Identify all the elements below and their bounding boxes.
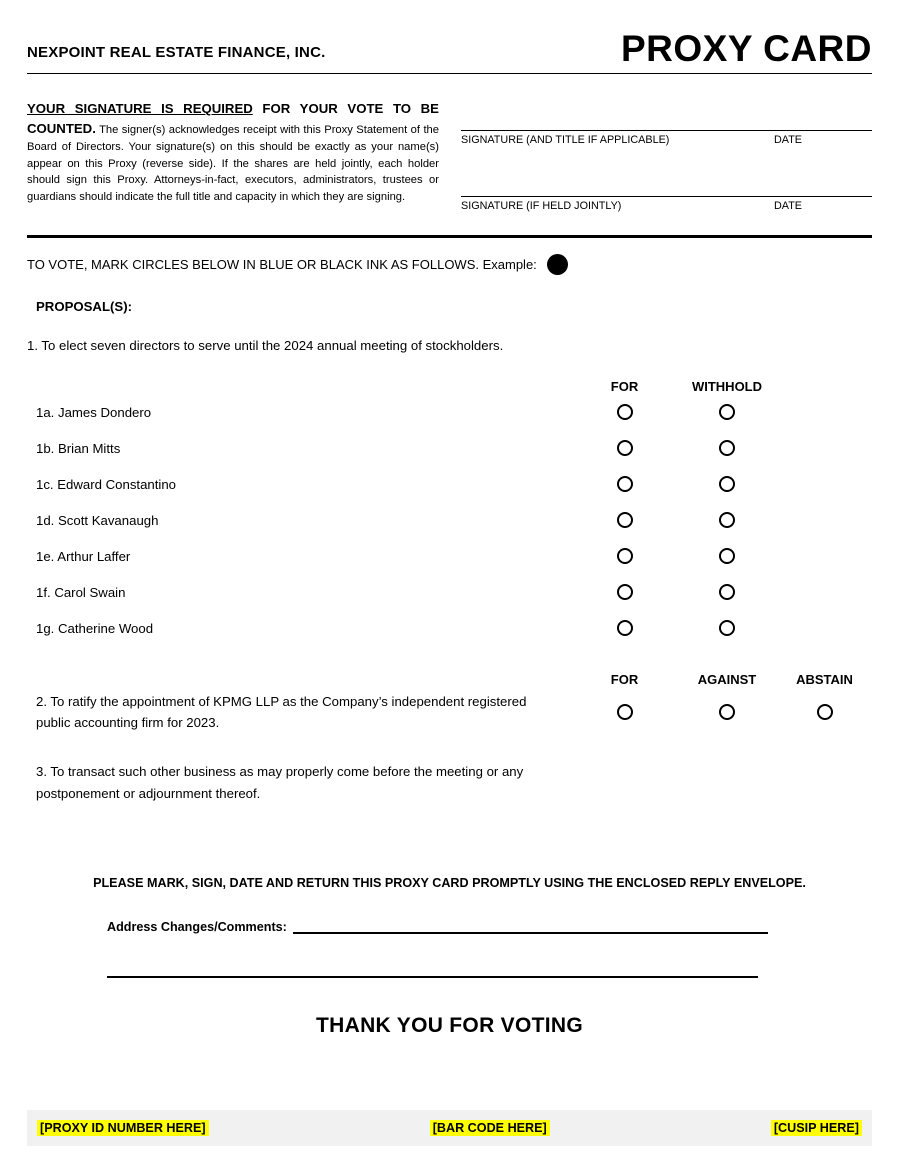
proposals-heading: PROPOSAL(S): — [36, 299, 132, 315]
section-divider — [27, 235, 872, 238]
proposal1-column-headers — [27, 379, 872, 394]
signature-section — [27, 88, 872, 217]
nominee-row — [27, 466, 872, 502]
company-name: NEXPOINT REAL ESTATE FINANCE, INC. — [27, 44, 326, 61]
signature-input-line-1[interactable] — [461, 116, 872, 131]
signature-required-heading-rest: FOR YOUR VOTE TO BE COUNTED. — [27, 101, 439, 136]
vote-circle-1e-for[interactable] — [617, 548, 633, 564]
vote-instruction-text: TO VOTE, MARK CIRCLES BELOW IN BLUE OR BLACK INK AS FOLLOWS. Example: — [27, 257, 537, 273]
signature-labels-2 — [461, 200, 872, 212]
vote-circle-1a-for[interactable] — [617, 404, 633, 420]
address-input-line-1[interactable] — [293, 918, 768, 934]
vote-circle-1g-for[interactable] — [617, 620, 633, 636]
vote-circle-1c-withhold[interactable] — [719, 476, 735, 492]
vote-circle-1d-for[interactable] — [617, 512, 633, 528]
proposal2-row — [27, 691, 872, 733]
address-changes-row — [107, 918, 768, 934]
nominee-row — [27, 502, 872, 538]
vote-circle-1d-withhold[interactable] — [719, 512, 735, 528]
page-title: PROXY CARD — [620, 28, 872, 69]
column-header-for: FOR — [610, 379, 639, 395]
signature-labels-1 — [461, 134, 872, 146]
bar-code-placeholder: [BAR CODE HERE] — [430, 1120, 550, 1136]
column-header-for-2: FOR — [610, 672, 639, 688]
nominee-label-1a: 1a. James Dondero — [36, 404, 152, 420]
vote-circle-1c-for[interactable] — [617, 476, 633, 492]
vote-circle-1f-withhold[interactable] — [719, 584, 735, 600]
vote-circle-2-for[interactable] — [617, 704, 633, 720]
nominee-label-1f: 1f. Carol Swain — [36, 584, 126, 600]
nominee-label-1c: 1c. Edward Constantino — [36, 476, 177, 492]
nominee-row — [27, 394, 872, 430]
signature-block-1 — [461, 116, 872, 146]
column-header-against: AGAINST — [697, 672, 757, 688]
nominee-label-1e: 1e. Arthur Laffer — [36, 548, 131, 564]
nominee-label-1g: 1g. Catherine Wood — [36, 620, 154, 636]
date-label-1: DATE — [774, 134, 802, 146]
nominee-label-1d: 1d. Scott Kavanaugh — [36, 512, 159, 528]
nominee-row — [27, 610, 872, 646]
proxy-id-placeholder: [PROXY ID NUMBER HERE] — [37, 1120, 209, 1136]
column-header-withhold: WITHHOLD — [691, 379, 763, 395]
signature-lines — [461, 88, 872, 217]
thank-you-message: THANK YOU FOR VOTING — [316, 1013, 583, 1037]
column-header-abstain: ABSTAIN — [796, 672, 853, 688]
proposal2-column-headers — [27, 672, 872, 687]
vote-circle-1e-withhold[interactable] — [719, 548, 735, 564]
vote-circle-1f-for[interactable] — [617, 584, 633, 600]
bottom-placeholder-bar — [27, 1110, 872, 1146]
signature-block-2 — [461, 182, 872, 212]
vote-circle-1a-withhold[interactable] — [719, 404, 735, 420]
nominee-row — [27, 430, 872, 466]
signature-required-heading: YOUR SIGNATURE IS REQUIRED — [27, 101, 253, 117]
nominee-row — [27, 574, 872, 610]
signature-label-2: SIGNATURE (IF HELD JOINTLY) — [461, 200, 622, 212]
address-input-line-2[interactable] — [107, 962, 758, 978]
vote-circle-1b-for[interactable] — [617, 440, 633, 456]
proposal3-text: 3. To transact such other business as may properly come before the meeting or any postponement or adjournment thereof. — [36, 764, 524, 801]
address-changes-label: Address Changes/Comments: — [107, 919, 287, 934]
cusip-placeholder: [CUSIP HERE] — [771, 1120, 862, 1136]
proposal2-text: 2. To ratify the appointment of KPMG LLP as the Company’s independent registered public accounting firm for 2023. — [36, 694, 527, 731]
vote-circle-2-against[interactable] — [719, 704, 735, 720]
vote-circle-2-abstain[interactable] — [817, 704, 833, 720]
date-label-2: DATE — [774, 200, 802, 212]
signature-input-line-2[interactable] — [461, 182, 872, 197]
signature-instructions-body: The signer(s) acknowledges receipt with this Proxy Statement of the Board of Directors. Your signature(s) on this should be exactly as your name(s) appear on this Proxy (reverse side). If the shares are held jointly, each holder should sign this Proxy. Attorneys-in-fact, executors, administrators, trustees or guardians should indicate the full title and capacity in which they are signing. — [27, 123, 439, 204]
signature-instructions — [27, 99, 439, 206]
vote-instruction — [27, 254, 872, 275]
example-filled-circle-icon — [547, 254, 568, 275]
signature-label-1: SIGNATURE (AND TITLE IF APPLICABLE) — [461, 134, 670, 146]
vote-circle-1b-withhold[interactable] — [719, 440, 735, 456]
return-instruction: PLEASE MARK, SIGN, DATE AND RETURN THIS PROXY CARD PROMPTLY USING THE ENCLOSED REPLY ENVELOPE. — [93, 875, 806, 890]
nominee-label-1b: 1b. Brian Mitts — [36, 440, 121, 456]
vote-circle-1g-withhold[interactable] — [719, 620, 735, 636]
header — [27, 0, 872, 74]
nominee-row — [27, 538, 872, 574]
proposal1-text: 1. To elect seven directors to serve until the 2024 annual meeting of stockholders. — [27, 338, 504, 354]
